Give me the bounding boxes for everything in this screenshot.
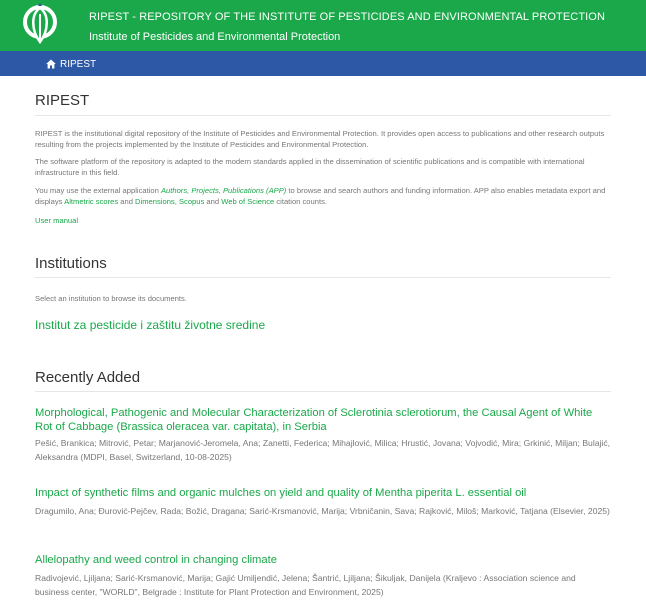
institutions-title: Institutions — [35, 255, 107, 272]
intro-paragraph-2: The software platform of the repository is adapted to the modern standards applied in the dissemination of scientific publications and is compatible with international infrastructure in this field. — [35, 157, 585, 177]
altmetric-link[interactable]: Altmetric scores — [64, 196, 119, 206]
intro-text: You may use the external application — [35, 186, 161, 195]
page-title: RIPEST — [35, 92, 90, 109]
dimensions-link[interactable]: Dimensions — [135, 196, 175, 206]
site-subtitle: Institute of Pesticides and Environmental Protection — [89, 31, 341, 43]
intro-text: and — [118, 196, 136, 206]
recent-item-meta: Pešić, Brankica; Mitrović, Petar; Marjanović-Jeromela, Ana; Zanetti, Federica; Mihajlović, Milica; Hrustić, Jovana; Vojvodić, Mira; Grkinić, Miljan; Bulajić, Aleksandra (MDPI, Basel, Switzerland, 10-08-2025) — [35, 438, 611, 462]
site-title: RIPEST - REPOSITORY OF THE INSTITUTE OF PESTICIDES AND ENVIRONMENTAL PROTECTION — [89, 11, 606, 23]
user-manual-link[interactable]: User manual — [35, 216, 79, 225]
intro-text: citation counts. — [274, 196, 327, 206]
recent-item-title[interactable]: Morphological, Pathogenic and Molecular Characterization of Sclerotinia sclerotiorum, the Causal Agent of White Rot of Cabbage (Brassica oleracea var. capitata), in Serbia — [35, 407, 593, 433]
intro-paragraph-1: RIPEST is the institutional digital repository of the Institute of Pesticides and Environmental Protection. It provides open access to publications and other research outputs resulting from the projects implemented by the Institute of Pesticides and Environmental Protection. — [35, 129, 605, 149]
divider — [35, 391, 611, 392]
divider — [35, 115, 611, 116]
divider — [35, 277, 611, 278]
scopus-link[interactable]: Scopus — [178, 196, 205, 206]
home-icon — [46, 59, 56, 69]
recent-item-meta: Radivojević, Ljiljana; Sarić-Krsmanović, Marija; Gajić Umiljendić, Jelena; Šantrić, Ljiljana; Šikuljak, Danijela (Kraljevo : Association science and business center, "WORLD", Belgrade : Institute for Plant Protection and Environment, 2025) — [35, 573, 576, 597]
institutions-hint: Select an institution to browse its documents. — [35, 294, 187, 303]
recent-item-title[interactable]: Allelopathy and weed control in changing climate — [35, 554, 277, 566]
recent-item-title[interactable]: Impact of synthetic films and organic mulches on yield and quality of Mentha piperita L. essential oil — [35, 487, 527, 499]
intro-text: and — [204, 196, 222, 206]
intro-paragraph-3 — [35, 186, 611, 207]
institution-link[interactable]: Institut za pesticide i zaštitu životne sredine — [35, 318, 266, 332]
leaf-logo-icon[interactable] — [21, 2, 59, 48]
nav-home-label: RIPEST — [60, 58, 97, 70]
recent-title: Recently Added — [35, 369, 141, 386]
recent-item-meta: Dragumilo, Ana; Đurović-Pejčev, Rada; Božić, Dragana; Sarić-Krsmanović, Marija; Vrbničanin, Sava; Rajković, Miloš; Marković, Tatjana (Elsevier, 2025) — [35, 506, 610, 516]
site-header — [0, 0, 646, 51]
intro-text: , — [174, 196, 179, 206]
intro-text: to browse and search authors and funding information. APP also enables metadata export and displays — [35, 186, 606, 206]
nav-bar — [0, 51, 646, 76]
nav-home-link[interactable] — [46, 56, 96, 72]
wos-link[interactable]: Web of Science — [221, 196, 275, 206]
app-link[interactable]: Authors, Projects, Publications (APP) — [160, 186, 287, 195]
